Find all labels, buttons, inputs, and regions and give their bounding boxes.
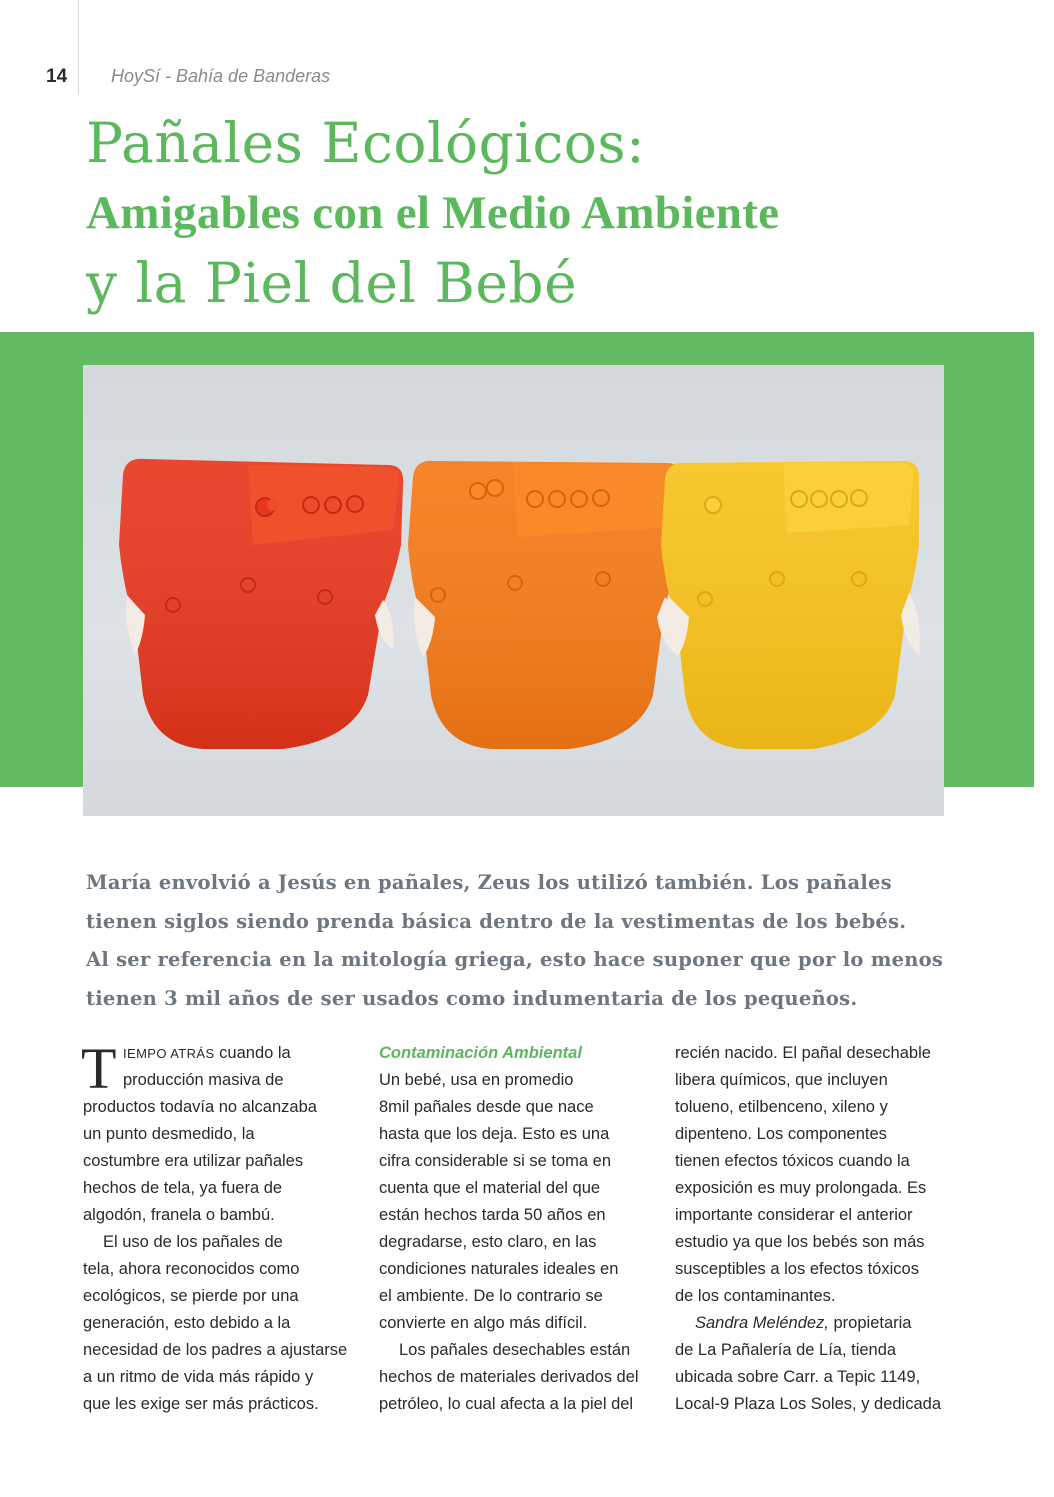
body-line: tolueno, etilbenceno, xileno y xyxy=(675,1098,888,1116)
body-line: un punto desmedido, la xyxy=(83,1125,255,1143)
red-diaper xyxy=(119,459,403,749)
body-line: producción masiva de xyxy=(123,1071,284,1089)
lead-line: tienen siglos siendo prenda básica dentro de la vestimentas de los bebés. xyxy=(86,909,907,933)
body-line: costumbre era utilizar pañales xyxy=(83,1152,304,1170)
body-line: necesidad de los padres a ajustarse xyxy=(83,1341,348,1359)
body-text: propietaria xyxy=(828,1314,912,1332)
orange-diaper xyxy=(408,461,683,749)
spine-rule xyxy=(78,0,79,95)
body-line: tienen efectos tóxicos cuando la xyxy=(675,1152,910,1170)
body-line: que les exige ser más prácticos. xyxy=(83,1395,319,1413)
body-line: el ambiente. De lo contrario se xyxy=(379,1287,603,1305)
body-line: hechos de tela, ya fuera de xyxy=(83,1179,283,1197)
body-line: Un bebé, usa en promedio xyxy=(379,1071,574,1089)
body-line: 8mil pañales desde que nace xyxy=(379,1098,594,1116)
lead-paragraph xyxy=(86,864,976,1018)
drop-cap: T xyxy=(81,1036,117,1101)
lead-line: Al ser referencia en la mitología griega, esto hace suponer que por lo menos xyxy=(86,948,944,971)
running-head: HoySí - Bahía de Banderas xyxy=(111,66,331,86)
yellow-diaper xyxy=(661,461,920,749)
body-line xyxy=(675,1310,947,1337)
body-line: El uso de los pañales de xyxy=(103,1233,283,1251)
body-line: algodón, franela o bambú. xyxy=(83,1206,275,1224)
body-line: libera químicos, que incluyen xyxy=(675,1071,888,1089)
body-line: cuenta que el material del que xyxy=(379,1179,601,1197)
body-line: hasta que los deja. Esto es una xyxy=(379,1125,610,1143)
body-text: cuando la xyxy=(214,1044,291,1062)
lead-line: María envolvió a Jesús en pañales, Zeus los utilizó también. Los pañales xyxy=(86,871,892,894)
body-column-3 xyxy=(675,1040,947,1418)
title-line-2: Amigables con el Medio Ambiente xyxy=(86,187,780,239)
page-number: 14 xyxy=(46,66,68,87)
body-line: Los pañales desechables están xyxy=(399,1341,631,1359)
body-line: dipenteno. Los componentes xyxy=(675,1125,887,1143)
body-line: condiciones naturales ideales en xyxy=(379,1260,619,1278)
article-title xyxy=(86,110,1006,316)
body-line: a un ritmo de vida más rápido y xyxy=(83,1368,314,1386)
body-line: ubicada sobre Carr. a Tepic 1149, xyxy=(675,1368,921,1386)
body-column-1 xyxy=(81,1036,355,1418)
body-column-2 xyxy=(379,1040,651,1418)
body-line: generación, esto debido a la xyxy=(83,1314,291,1332)
body-line: importante considerar el anterior xyxy=(675,1206,913,1224)
body-line: de La Pañalería de Lía, tienda xyxy=(675,1341,897,1359)
section-subhead: Contaminación Ambiental xyxy=(379,1044,582,1062)
lead-line: tienen 3 mil años de ser usados como indumentaria de los pequeños. xyxy=(86,986,858,1010)
author-name: Sandra Meléndez, xyxy=(695,1314,829,1332)
diapers-photo xyxy=(83,365,944,816)
body-line: petróleo, lo cual afecta a la piel del xyxy=(379,1395,634,1413)
title-line-3: y la Piel del Bebé xyxy=(86,251,578,315)
body-line: exposición es muy prolongada. Es xyxy=(675,1179,927,1197)
diapers-illustration xyxy=(83,365,944,816)
body-line: susceptibles a los efectos tóxicos xyxy=(675,1260,919,1278)
body-line xyxy=(83,1040,355,1067)
body-line: estudio ya que los bebés son más xyxy=(675,1233,925,1251)
smallcaps-opening: IEMPO ATRÁS xyxy=(123,1046,215,1061)
body-line: recién nacido. El pañal desechable xyxy=(675,1044,931,1062)
body-line: productos todavía no alcanzaba xyxy=(83,1098,317,1116)
body-line: degradarse, esto claro, en las xyxy=(379,1233,597,1251)
body-line: hechos de materiales derivados del xyxy=(379,1368,639,1386)
body-line: cifra considerable si se toma en xyxy=(379,1152,612,1170)
body-line: tela, ahora reconocidos como xyxy=(83,1260,300,1278)
body-line: están hechos tarda 50 años en xyxy=(379,1206,606,1224)
title-line-1: Pañales Ecológicos: xyxy=(86,111,646,175)
body-line: ecológicos, se pierde por una xyxy=(83,1287,299,1305)
body-line: de los contaminantes. xyxy=(675,1287,836,1305)
body-line: Local-9 Plaza Los Soles, y dedicada xyxy=(675,1395,941,1413)
body-line: convierte en algo más difícil. xyxy=(379,1314,588,1332)
